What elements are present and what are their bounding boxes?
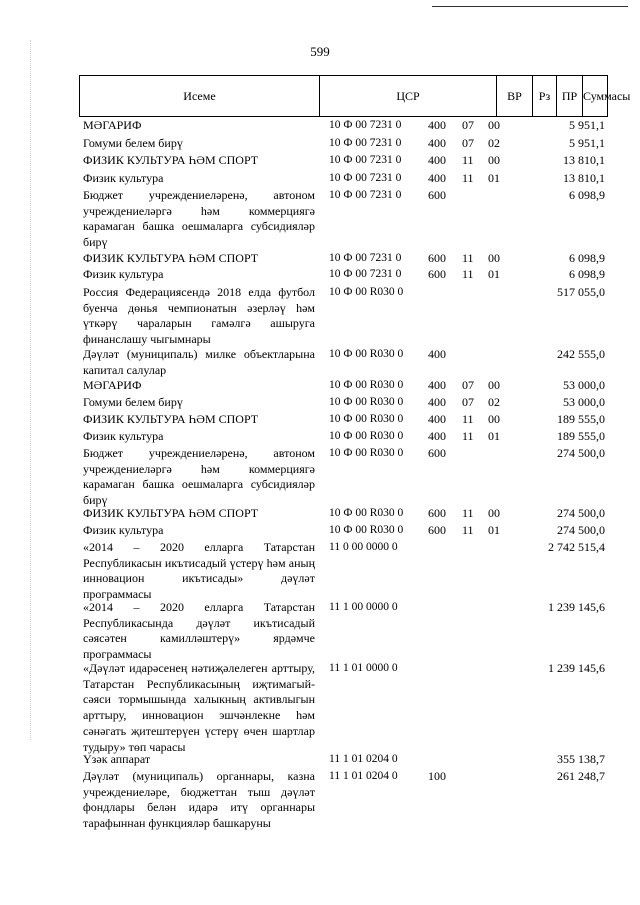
column-header-rz: Рз <box>533 76 557 116</box>
row-amount: 242 555,0 <box>557 347 605 361</box>
row-csr: 10 Ф 00 R030 0 <box>329 524 404 536</box>
row-vr: 600 <box>428 188 446 202</box>
row-name: Дәүләт (муниципаль) органнары, казна учреждениеләре, бюджеттан тыш дәүләт фондлары белән идарә итү органнары тарафыннан функцияләр башкаруны <box>83 769 315 831</box>
row-name: Гомуми белем бирү <box>83 136 183 150</box>
row-pr: 00 <box>488 506 500 520</box>
row-rz: 11 <box>462 251 474 265</box>
row-rz: 07 <box>462 118 474 132</box>
row-vr: 400 <box>428 429 446 443</box>
row-vr: 400 <box>428 153 446 167</box>
row-amount: 6 098,9 <box>569 188 605 202</box>
row-csr: 10 Ф 00 R030 0 <box>329 507 404 519</box>
row-csr: 10 Ф 00 7231 0 <box>329 154 402 166</box>
column-header-pr: ПР <box>557 76 583 116</box>
row-vr: 400 <box>428 378 446 392</box>
column-header-amount: Суммасы <box>583 89 631 103</box>
row-name: Үзәк аппарат <box>83 752 151 766</box>
row-vr: 400 <box>428 171 446 185</box>
row-vr: 400 <box>428 395 446 409</box>
row-vr: 600 <box>428 267 446 281</box>
row-csr: 10 Ф 00 R030 0 <box>329 430 404 442</box>
column-header-vr: ВР <box>497 76 533 116</box>
row-amount: 1 239 145,6 <box>548 600 605 614</box>
row-rz: 11 <box>462 429 474 443</box>
row-amount: 517 055,0 <box>557 285 605 299</box>
row-csr: 10 Ф 00 R030 0 <box>329 413 404 425</box>
row-name: «2014 – 2020 елларга Татарстан Республикасында дәүләт икътисадый сәясәтен камилләштерү» ярдәмче программасы <box>83 600 315 662</box>
row-vr: 400 <box>428 118 446 132</box>
row-csr: 10 Ф 00 7231 0 <box>329 137 402 149</box>
row-rz: 11 <box>462 267 474 281</box>
row-rz: 07 <box>462 136 474 150</box>
row-csr: 10 Ф 00 7231 0 <box>329 252 402 264</box>
row-vr: 100 <box>428 769 446 783</box>
row-vr: 400 <box>428 412 446 426</box>
row-pr: 02 <box>488 395 500 409</box>
row-pr: 01 <box>488 429 500 443</box>
row-amount: 189 555,0 <box>557 412 605 426</box>
row-name: МӘГАРИФ <box>83 378 142 392</box>
row-amount: 6 098,9 <box>569 251 605 265</box>
row-name: МӘГАРИФ <box>83 118 142 132</box>
row-csr: 10 Ф 00 R030 0 <box>329 286 404 298</box>
row-rz: 11 <box>462 523 474 537</box>
row-name: ФИЗИК КУЛЬТУРА ҺӘМ СПОРТ <box>83 251 259 265</box>
row-pr: 02 <box>488 136 500 150</box>
row-name: «2014 – 2020 елларга Татарстан Республикасын икътисадый үстерү һәм аның инновацион икътисады» дәүләт программасы <box>83 540 315 602</box>
row-pr: 00 <box>488 378 500 392</box>
row-name: Физик культура <box>83 523 164 537</box>
row-pr: 01 <box>488 267 500 281</box>
row-rz: 11 <box>462 412 474 426</box>
row-csr: 10 Ф 00 R030 0 <box>329 348 404 360</box>
row-vr: 600 <box>428 446 446 460</box>
row-vr: 600 <box>428 506 446 520</box>
row-csr: 10 Ф 00 R030 0 <box>329 447 404 459</box>
row-name: «Дәүләт идарәсенең нәтиҗәлелеген арттыру, Татарстан Республикасының иҗтимагый-сәяси тормышында халыкның активлыгын арттыру, инновацион эшчәнлекне һәм сәнәгать җитештерүен үстерү өчен шартлар тудыру» төп чарасы <box>83 661 315 754</box>
row-name: Дәүләт (муниципаль) милке объектларына капитал салулар <box>83 347 315 377</box>
top-rule <box>432 6 628 7</box>
row-name: ФИЗИК КУЛЬТУРА ҺӘМ СПОРТ <box>83 412 259 426</box>
row-rz: 11 <box>462 171 474 185</box>
row-vr: 600 <box>428 251 446 265</box>
row-vr: 600 <box>428 523 446 537</box>
row-name: Физик культура <box>83 171 164 185</box>
row-csr: 10 Ф 00 7231 0 <box>329 189 402 201</box>
page-number: 599 <box>310 44 330 59</box>
row-amount: 274 500,0 <box>557 446 605 460</box>
row-amount: 1 239 145,6 <box>548 661 605 675</box>
row-amount: 5 951,1 <box>569 136 605 150</box>
row-pr: 00 <box>488 251 500 265</box>
row-amount: 13 810,1 <box>563 153 605 167</box>
column-header-csr: ЦСР <box>320 76 497 116</box>
table-header <box>79 75 631 117</box>
row-name: ФИЗИК КУЛЬТУРА ҺӘМ СПОРТ <box>83 506 259 520</box>
row-rz: 07 <box>462 378 474 392</box>
row-pr: 01 <box>488 523 500 537</box>
row-amount: 6 098,9 <box>569 267 605 281</box>
row-amount: 2 742 515,4 <box>548 540 605 554</box>
row-amount: 53 000,0 <box>563 395 605 409</box>
row-pr: 00 <box>488 118 500 132</box>
row-csr: 10 Ф 00 R030 0 <box>329 396 404 408</box>
column-header-name: Исеме <box>80 76 320 116</box>
row-csr: 10 Ф 00 7231 0 <box>329 119 402 131</box>
row-pr: 01 <box>488 171 500 185</box>
row-rz: 11 <box>462 506 474 520</box>
row-pr: 00 <box>488 153 500 167</box>
row-name: Физик культура <box>83 267 164 281</box>
row-vr: 400 <box>428 347 446 361</box>
row-pr: 00 <box>488 412 500 426</box>
row-rz: 07 <box>462 395 474 409</box>
row-csr: 11 0 00 0000 0 <box>329 541 398 553</box>
row-vr: 400 <box>428 136 446 150</box>
row-rz: 11 <box>462 153 474 167</box>
row-name: Гомуми белем бирү <box>83 395 183 409</box>
row-csr: 11 1 01 0204 0 <box>329 753 398 765</box>
row-amount: 261 248,7 <box>557 769 605 783</box>
row-csr: 11 1 01 0204 0 <box>329 770 398 782</box>
row-name: Физик культура <box>83 429 164 443</box>
row-amount: 5 951,1 <box>569 118 605 132</box>
row-csr: 11 1 01 0000 0 <box>329 662 398 674</box>
row-name: Россия Федерациясендә 2018 елда футбол буенча дөнья чемпионатын әзерләү һәм үткәрү чараларын гамәлгә ашыруга финанслашу чыгымнары <box>83 285 315 347</box>
row-amount: 274 500,0 <box>557 506 605 520</box>
row-amount: 274 500,0 <box>557 523 605 537</box>
margin-dotted-line <box>30 40 31 740</box>
row-csr: 10 Ф 00 7231 0 <box>329 268 402 280</box>
row-amount: 13 810,1 <box>563 171 605 185</box>
row-name: ФИЗИК КУЛЬТУРА ҺӘМ СПОРТ <box>83 153 259 167</box>
row-name: Бюджет учреждениеләренә, автоном учреждениеләргә һәм коммерциягә карамаган башка оешмаларга субсидияләр бирү <box>83 446 315 508</box>
row-amount: 355 138,7 <box>557 752 605 766</box>
row-csr: 10 Ф 00 R030 0 <box>329 379 404 391</box>
row-name: Бюджет учреждениеләренә, автоном учреждениеләргә һәм коммерциягә карамаган башка оешмаларга субсидияләр бирү <box>83 188 315 250</box>
row-amount: 189 555,0 <box>557 429 605 443</box>
row-csr: 11 1 00 0000 0 <box>329 601 398 613</box>
row-csr: 10 Ф 00 7231 0 <box>329 172 402 184</box>
row-amount: 53 000,0 <box>563 378 605 392</box>
